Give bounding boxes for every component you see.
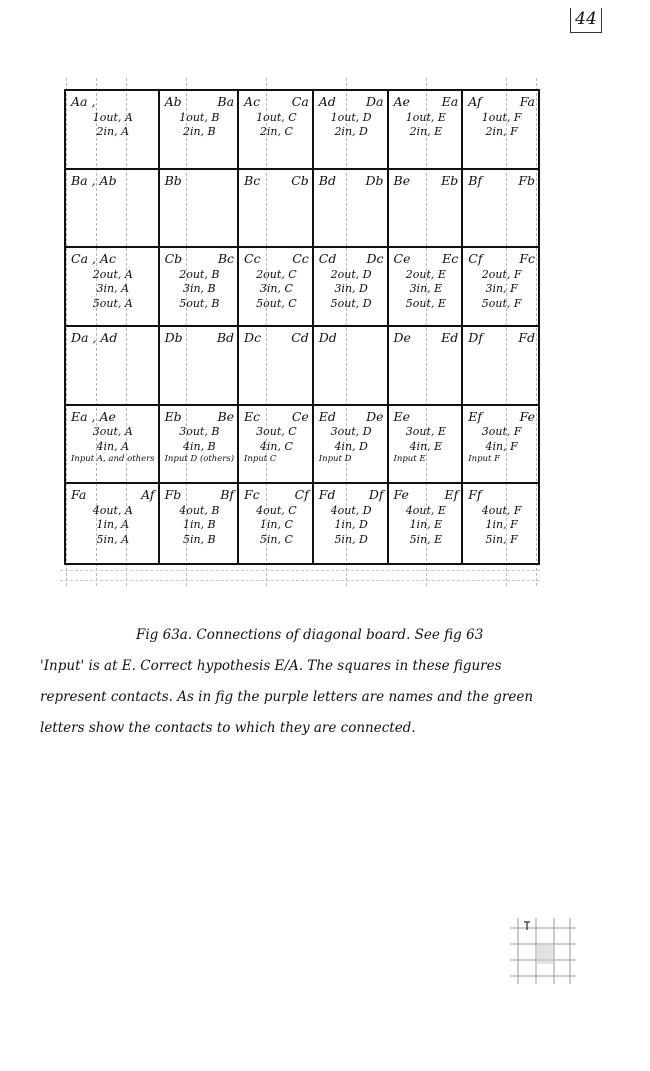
board-cell-ee	[389, 406, 464, 485]
caption-line: 'Input' is at E. Correct hypothesis E/A. The squares in these figures	[40, 658, 502, 674]
cell-letter-pair: Ae	[393, 94, 410, 109]
cell-contact-entry: 2in, D	[334, 125, 368, 138]
board-cell-ff	[463, 484, 538, 563]
board-cell-bf	[463, 170, 538, 249]
cell-letter-pair: Fa	[71, 487, 87, 503]
cell-connected-pair: Cd	[291, 329, 309, 345]
cell-heading	[244, 95, 309, 110]
board-cell-ec	[239, 406, 314, 485]
cell-contact-entry: 4in, E	[409, 439, 443, 453]
cell-letter-pair: Df	[468, 329, 483, 345]
board-cell-ca	[66, 248, 160, 327]
cell-letter-pair: Ba , Ab	[71, 172, 117, 188]
board-cell-cf	[463, 248, 538, 327]
cell-heading	[165, 174, 234, 189]
cell-letter-pair: Ef	[468, 408, 483, 424]
cell-letter-pair: Fb	[164, 487, 182, 503]
cell-contact-entry: 4out, C	[256, 503, 297, 517]
cell-connected-pair: Dc	[366, 251, 384, 267]
cell-heading	[319, 174, 384, 189]
cell-contact-entry: 1out, F	[481, 110, 522, 124]
cell-letter-pair: Bf	[468, 172, 483, 188]
cell-contact-entry: 5out, F	[481, 296, 522, 310]
board-cell-bd	[314, 170, 389, 249]
board-cell-cb	[160, 248, 239, 327]
board-cell-ef	[463, 406, 538, 485]
cell-letter-pair: Bd	[318, 172, 336, 188]
cell-letter-pair: Cb	[164, 251, 183, 267]
board-cell-fa	[66, 484, 160, 563]
cell-contact-entry: 1in, E	[409, 518, 443, 532]
cell-letter-pair: Cd	[318, 251, 337, 267]
board-cell-ab	[160, 91, 239, 170]
cell-heading	[71, 95, 155, 110]
cell-connected-pair: De	[366, 408, 384, 424]
board-cell-ad	[314, 91, 389, 170]
cell-contact-entry: 4out, A	[92, 503, 133, 517]
cell-contact-entry: 3in, B	[182, 282, 216, 296]
caption-line: represent contacts. As in fig the purple letters are names and the green	[40, 689, 534, 705]
cell-connected-pair: Cf	[294, 487, 309, 503]
cell-letter-pair: Ac	[244, 94, 261, 109]
board-cell-ea	[66, 406, 160, 485]
cell-contact-entry: 2out, B	[179, 267, 220, 281]
board-cell-ce	[389, 248, 464, 327]
grid-guide-line	[60, 580, 540, 581]
cell-input-note: Input E	[393, 454, 426, 465]
cell-heading	[165, 488, 234, 503]
cell-heading	[468, 331, 535, 346]
board-cell-fb	[160, 484, 239, 563]
cell-heading	[165, 410, 234, 425]
board-cell-ba	[66, 170, 160, 249]
cell-contact-entry: 2in, E	[409, 125, 443, 138]
cell-letter-pair: Fc	[244, 487, 260, 503]
cell-letter-pair: Eb	[164, 408, 182, 424]
cell-heading	[71, 488, 155, 503]
cell-letter-pair: Cf	[468, 251, 483, 267]
cell-letter-pair: Ca , Ac	[71, 251, 116, 267]
cell-contact-entry: 5in, A	[96, 532, 130, 546]
grid-fragment-sketch	[510, 918, 576, 984]
cell-contact-entry: 5in, F	[485, 532, 518, 546]
cell-contact-entry: 2in, B	[182, 125, 216, 138]
cell-letter-pair: Ce	[393, 251, 411, 267]
cell-contact-entry: 2out, F	[481, 267, 522, 281]
cell-contact-entry: 1in, D	[334, 518, 368, 532]
cell-heading	[394, 252, 459, 267]
cell-heading	[468, 95, 535, 110]
cell-contact-entry: 3in, A	[96, 282, 130, 296]
cell-contact-entry: 4in, B	[182, 439, 216, 453]
board-cell-dc	[239, 327, 314, 406]
cell-letter-pair: Ee	[393, 408, 411, 424]
cell-letter-pair: Ff	[468, 487, 482, 503]
board-cell-fd	[314, 484, 389, 563]
cell-letter-pair: Ec	[244, 408, 261, 424]
board-cell-de	[389, 327, 464, 406]
cell-input-note: Input D (others)	[164, 454, 235, 465]
cell-contact-entry: 3out, B	[179, 425, 220, 439]
cell-contact-entry: 3out, E	[405, 425, 446, 439]
cell-contact-entry: 4in, F	[485, 439, 518, 453]
cell-letter-pair: Cc	[244, 251, 261, 267]
cell-connected-pair: Cc	[292, 251, 309, 267]
cell-contact-entry: 2in, A	[96, 125, 130, 138]
cell-heading	[319, 488, 384, 503]
cell-heading	[468, 174, 535, 189]
cell-connected-pair: Da	[366, 94, 384, 109]
cell-contact-entry: 3out, D	[330, 425, 372, 439]
cell-connected-pair: Bf	[220, 487, 235, 503]
cell-connected-pair: Eb	[441, 172, 459, 188]
cell-heading	[71, 252, 155, 267]
cell-connected-pair: Ce	[291, 408, 309, 424]
cell-connected-pair: Be	[217, 408, 235, 424]
cell-connected-pair: Ef	[444, 487, 459, 503]
cell-letter-pair: Ed	[318, 408, 336, 424]
cell-input-note: Input C	[244, 454, 277, 465]
board-cell-ac	[239, 91, 314, 170]
cell-connected-pair: Ea	[441, 94, 459, 109]
cell-heading	[468, 252, 535, 267]
cell-letter-pair: Bb	[164, 172, 182, 188]
board-cell-aa	[66, 91, 160, 170]
cell-heading	[319, 410, 384, 425]
cell-connected-pair: Cb	[291, 172, 309, 188]
board-cell-ae	[389, 91, 464, 170]
cell-letter-pair: Dd	[318, 329, 337, 345]
cell-contact-entry: 3in, D	[334, 282, 368, 296]
cell-contact-entry: 5in, D	[334, 532, 368, 546]
cell-letter-pair: Fd	[318, 487, 336, 503]
cell-letter-pair: Bc	[244, 172, 261, 188]
cell-contact-entry: 1out, A	[92, 110, 133, 124]
cell-contact-entry: 1out, C	[256, 110, 297, 124]
cell-heading	[394, 95, 459, 110]
cell-letter-pair: Db	[164, 329, 183, 345]
cell-input-note: Input F	[468, 454, 501, 465]
cell-connected-pair: Ec	[442, 251, 459, 267]
cell-contact-entry: 3out, C	[256, 425, 297, 439]
cell-contact-entry: 4in, D	[334, 439, 368, 453]
cell-contact-entry: 1in, C	[259, 518, 293, 532]
cell-contact-entry: 5out, C	[256, 296, 297, 310]
board-cell-fe	[389, 484, 464, 563]
cell-contact-entry: 1out, E	[405, 110, 446, 124]
cell-connected-pair: Ba	[217, 94, 235, 109]
cell-letter-pair: Aa ,	[71, 94, 96, 109]
page-number: 44	[570, 8, 602, 33]
cell-heading	[165, 95, 234, 110]
cell-connected-pair: Fd	[518, 329, 535, 345]
cell-heading	[71, 410, 155, 425]
cell-contact-entry: 2in, F	[485, 125, 518, 138]
cell-contact-entry: 2out, E	[405, 267, 446, 281]
caption-line: letters show the contacts to which they are connected.	[40, 720, 416, 736]
board-cell-af	[463, 91, 538, 170]
board-cell-da	[66, 327, 160, 406]
cell-heading	[319, 331, 384, 346]
cell-contact-entry: 5out, D	[330, 296, 372, 310]
cell-contact-entry: 4out, E	[405, 503, 446, 517]
cell-letter-pair: Dc	[244, 329, 262, 345]
cell-connected-pair: Fc	[519, 251, 535, 267]
cell-heading	[319, 95, 384, 110]
cell-letter-pair: Ab	[164, 94, 182, 109]
cell-letter-pair: Da , Ad	[71, 329, 118, 345]
cell-heading	[468, 488, 535, 503]
cell-contact-entry: 5out, E	[405, 296, 446, 310]
cell-heading	[244, 174, 309, 189]
cell-connected-pair: Ca	[291, 94, 309, 109]
cell-contact-entry: 4out, D	[330, 503, 372, 517]
cell-contact-entry: 3in, E	[409, 282, 443, 296]
cell-letter-pair: Ad	[318, 94, 336, 109]
caption-line: Fig 63a. Connections of diagonal board. See fig 63	[136, 627, 484, 643]
board-cell-fc	[239, 484, 314, 563]
cell-connected-pair: Fe	[519, 408, 535, 424]
cell-connected-pair: Fb	[518, 172, 535, 188]
cell-contact-entry: 3in, C	[259, 282, 293, 296]
cell-contact-entry: 5in, C	[259, 532, 293, 546]
cell-contact-entry: 5in, B	[182, 532, 216, 546]
cell-contact-entry: 2out, A	[92, 267, 133, 281]
cell-heading	[71, 174, 155, 189]
cell-connected-pair: Af	[141, 487, 155, 503]
cell-contact-entry: 1in, F	[485, 518, 518, 532]
cell-contact-entry: 1out, D	[330, 110, 372, 124]
cell-heading	[319, 252, 384, 267]
cell-connected-pair: Bd	[216, 329, 235, 345]
cell-contact-entry: 3out, A	[92, 425, 133, 439]
board-cell-bb	[160, 170, 239, 249]
board-cell-ed	[314, 406, 389, 485]
cell-contact-entry: 2out, D	[330, 267, 372, 281]
cell-heading	[394, 410, 459, 425]
grid-guide-line	[60, 570, 540, 571]
cell-connected-pair: Df	[368, 487, 384, 503]
board-cell-cd	[314, 248, 389, 327]
cell-contact-entry: 1out, B	[179, 110, 220, 124]
cell-input-note: Input D	[318, 454, 352, 465]
cell-contact-entry: 2in, C	[259, 125, 293, 138]
cell-heading	[244, 331, 309, 346]
cell-letter-pair: Fe	[393, 487, 409, 503]
cell-contact-entry: 5out, A	[92, 296, 133, 310]
board-cell-be	[389, 170, 464, 249]
cell-heading	[394, 488, 459, 503]
figure-caption	[40, 620, 600, 744]
cell-input-note: Input A, and others	[71, 454, 155, 465]
cell-contact-entry: 3in, F	[485, 282, 518, 296]
cell-letter-pair: Ea , Ae	[71, 408, 116, 424]
cell-contact-entry: 4out, F	[481, 503, 522, 517]
cell-contact-entry: 1in, B	[182, 518, 216, 532]
board-cell-db	[160, 327, 239, 406]
cell-heading	[244, 488, 309, 503]
cell-contact-entry: 5in, E	[409, 532, 443, 546]
diagonal-board-grid	[64, 89, 540, 565]
cell-letter-pair: Be	[393, 172, 411, 188]
cell-heading	[394, 174, 459, 189]
cell-contact-entry: 2out, C	[256, 267, 297, 281]
cell-heading	[394, 331, 459, 346]
cell-heading	[468, 410, 535, 425]
board-cell-df	[463, 327, 538, 406]
cell-heading	[244, 410, 309, 425]
cell-contact-entry: 3out, F	[481, 425, 522, 439]
cell-contact-entry: 5out, B	[179, 296, 220, 310]
cell-connected-pair: Db	[365, 172, 384, 188]
cell-connected-pair: Ed	[441, 329, 459, 345]
cell-contact-entry: 4out, B	[179, 503, 220, 517]
cell-heading	[244, 252, 309, 267]
cell-connected-pair: Fa	[519, 94, 535, 109]
cell-heading	[165, 331, 234, 346]
cell-heading	[165, 252, 234, 267]
cell-letter-pair: De	[393, 329, 411, 345]
board-cell-dd	[314, 327, 389, 406]
cell-contact-entry: 4in, C	[259, 439, 293, 453]
cell-connected-pair: Bc	[217, 251, 235, 267]
cell-contact-entry: 4in, A	[96, 439, 130, 453]
board-cell-bc	[239, 170, 314, 249]
cell-contact-entry: 1in, A	[96, 518, 130, 532]
cell-letter-pair: Af	[468, 94, 482, 109]
board-cell-eb	[160, 406, 239, 485]
cell-heading	[71, 331, 155, 346]
board-cell-cc	[239, 248, 314, 327]
